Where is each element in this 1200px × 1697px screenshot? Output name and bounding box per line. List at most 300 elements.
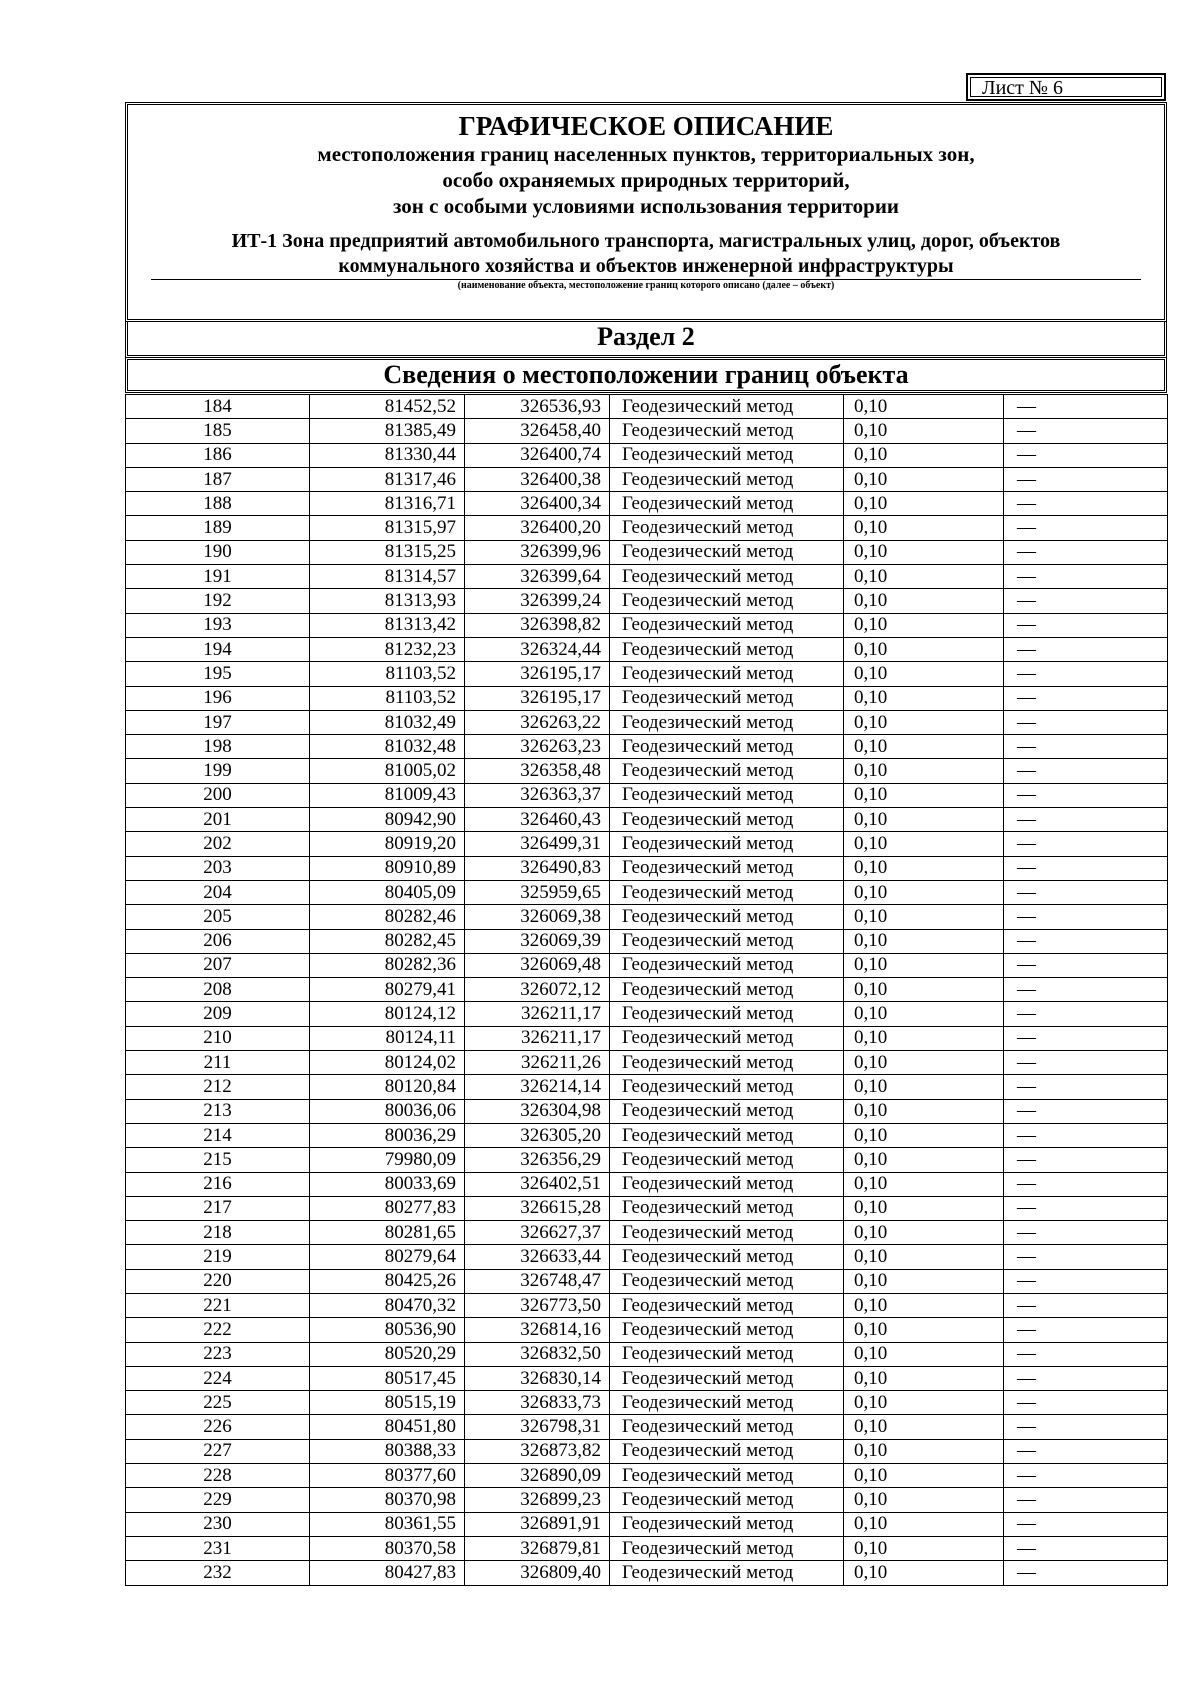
accuracy-cell: 0,10 (844, 1415, 1004, 1439)
y-coordinate-cell: 326214,14 (465, 1075, 610, 1099)
description-cell: — (1004, 395, 1168, 419)
y-coordinate-cell: 326633,44 (465, 1245, 610, 1269)
method-cell: Геодезический метод (610, 783, 844, 807)
description-cell: — (1004, 735, 1168, 759)
point-number-cell: 224 (126, 1366, 310, 1390)
point-number-cell: 221 (126, 1293, 310, 1317)
method-cell: Геодезический метод (610, 1075, 844, 1099)
description-cell: — (1004, 1439, 1168, 1463)
document-header (125, 102, 1167, 322)
y-coordinate-cell: 326072,12 (465, 978, 610, 1002)
method-cell: Геодезический метод (610, 1026, 844, 1050)
method-cell: Геодезический метод (610, 1196, 844, 1220)
table-row (126, 905, 1168, 929)
x-coordinate-cell: 81317,46 (310, 467, 465, 491)
description-cell: — (1004, 419, 1168, 443)
section-title: Раздел 2 (125, 322, 1167, 358)
x-coordinate-cell: 80279,64 (310, 1245, 465, 1269)
table-row (126, 1318, 1168, 1342)
y-coordinate-cell: 326400,20 (465, 516, 610, 540)
description-cell: — (1004, 1512, 1168, 1536)
x-coordinate-cell: 80279,41 (310, 978, 465, 1002)
y-coordinate-cell: 326798,31 (465, 1415, 610, 1439)
x-coordinate-cell: 80427,83 (310, 1561, 465, 1585)
method-cell: Геодезический метод (610, 1293, 844, 1317)
y-coordinate-cell: 326069,48 (465, 953, 610, 977)
table-row (126, 808, 1168, 832)
y-coordinate-cell: 326195,17 (465, 662, 610, 686)
table-row (126, 1075, 1168, 1099)
x-coordinate-cell: 79980,09 (310, 1148, 465, 1172)
x-coordinate-cell: 80282,45 (310, 929, 465, 953)
method-cell: Геодезический метод (610, 832, 844, 856)
y-coordinate-cell: 326069,38 (465, 905, 610, 929)
method-cell: Геодезический метод (610, 467, 844, 491)
accuracy-cell: 0,10 (844, 953, 1004, 977)
table-row (126, 1391, 1168, 1415)
accuracy-cell: 0,10 (844, 1002, 1004, 1026)
x-coordinate-cell: 80036,29 (310, 1123, 465, 1147)
method-cell: Геодезический метод (610, 1269, 844, 1293)
point-number-cell: 196 (126, 686, 310, 710)
y-coordinate-cell: 326615,28 (465, 1196, 610, 1220)
point-number-cell: 226 (126, 1415, 310, 1439)
table-row (126, 1293, 1168, 1317)
x-coordinate-cell: 81005,02 (310, 759, 465, 783)
y-coordinate-cell: 325959,65 (465, 880, 610, 904)
y-coordinate-cell: 326891,91 (465, 1512, 610, 1536)
x-coordinate-cell: 81316,71 (310, 492, 465, 516)
method-cell: Геодезический метод (610, 516, 844, 540)
x-coordinate-cell: 80361,55 (310, 1512, 465, 1536)
accuracy-cell: 0,10 (844, 1148, 1004, 1172)
y-coordinate-cell: 326211,17 (465, 1002, 610, 1026)
method-cell: Геодезический метод (610, 978, 844, 1002)
y-coordinate-cell: 326399,24 (465, 589, 610, 613)
table-row (126, 1221, 1168, 1245)
x-coordinate-cell: 81313,93 (310, 589, 465, 613)
description-cell: — (1004, 1221, 1168, 1245)
y-coordinate-cell: 326536,93 (465, 395, 610, 419)
method-cell: Геодезический метод (610, 1318, 844, 1342)
point-number-cell: 193 (126, 613, 310, 637)
subtitle-line-3: зон с особыми условиями использования территории (392, 194, 900, 218)
method-cell: Геодезический метод (610, 759, 844, 783)
method-cell: Геодезический метод (610, 1342, 844, 1366)
description-cell: — (1004, 540, 1168, 564)
y-coordinate-cell: 326304,98 (465, 1099, 610, 1123)
y-coordinate-cell: 326830,14 (465, 1366, 610, 1390)
table-row (126, 783, 1168, 807)
description-cell: — (1004, 1026, 1168, 1050)
description-cell: — (1004, 613, 1168, 637)
y-coordinate-cell: 326399,96 (465, 540, 610, 564)
table-row (126, 759, 1168, 783)
description-cell: — (1004, 1002, 1168, 1026)
description-cell: — (1004, 1464, 1168, 1488)
accuracy-cell: 0,10 (844, 443, 1004, 467)
y-coordinate-cell: 326398,82 (465, 613, 610, 637)
point-number-cell: 219 (126, 1245, 310, 1269)
method-cell: Геодезический метод (610, 395, 844, 419)
method-cell: Геодезический метод (610, 492, 844, 516)
method-cell: Геодезический метод (610, 1391, 844, 1415)
method-cell: Геодезический метод (610, 565, 844, 589)
x-coordinate-cell: 81385,49 (310, 419, 465, 443)
y-coordinate-cell: 326400,38 (465, 467, 610, 491)
table-row (126, 637, 1168, 661)
accuracy-cell: 0,10 (844, 1342, 1004, 1366)
accuracy-cell: 0,10 (844, 467, 1004, 491)
point-number-cell: 231 (126, 1536, 310, 1560)
accuracy-cell: 0,10 (844, 1172, 1004, 1196)
accuracy-cell: 0,10 (844, 1099, 1004, 1123)
table-row (126, 1269, 1168, 1293)
point-number-cell: 207 (126, 953, 310, 977)
y-coordinate-cell: 326890,09 (465, 1464, 610, 1488)
point-number-cell: 197 (126, 710, 310, 734)
accuracy-cell: 0,10 (844, 1488, 1004, 1512)
accuracy-cell: 0,10 (844, 589, 1004, 613)
method-cell: Геодезический метод (610, 1221, 844, 1245)
table-row (126, 1148, 1168, 1172)
method-cell: Геодезический метод (610, 1488, 844, 1512)
table-row (126, 880, 1168, 904)
x-coordinate-cell: 81330,44 (310, 443, 465, 467)
x-coordinate-cell: 80277,83 (310, 1196, 465, 1220)
y-coordinate-cell: 326814,16 (465, 1318, 610, 1342)
y-coordinate-cell: 326399,64 (465, 565, 610, 589)
x-coordinate-cell: 80942,90 (310, 808, 465, 832)
point-number-cell: 186 (126, 443, 310, 467)
description-cell: — (1004, 1123, 1168, 1147)
y-coordinate-cell: 326460,43 (465, 808, 610, 832)
point-number-cell: 218 (126, 1221, 310, 1245)
point-number-cell: 195 (126, 662, 310, 686)
x-coordinate-cell: 80515,19 (310, 1391, 465, 1415)
y-coordinate-cell: 326263,23 (465, 735, 610, 759)
method-cell: Геодезический метод (610, 1366, 844, 1390)
x-coordinate-cell: 80370,58 (310, 1536, 465, 1560)
sheet-number: Лист № 6 (966, 73, 1166, 101)
accuracy-cell: 0,10 (844, 492, 1004, 516)
point-number-cell: 203 (126, 856, 310, 880)
accuracy-cell: 0,10 (844, 1196, 1004, 1220)
point-number-cell: 202 (126, 832, 310, 856)
point-number-cell: 230 (126, 1512, 310, 1536)
accuracy-cell: 0,10 (844, 929, 1004, 953)
y-coordinate-cell: 326627,37 (465, 1221, 610, 1245)
table-row (126, 1342, 1168, 1366)
description-cell: — (1004, 492, 1168, 516)
table-row (126, 1366, 1168, 1390)
y-coordinate-cell: 326832,50 (465, 1342, 610, 1366)
y-coordinate-cell: 326499,31 (465, 832, 610, 856)
method-cell: Геодезический метод (610, 419, 844, 443)
method-cell: Геодезический метод (610, 953, 844, 977)
x-coordinate-cell: 81315,97 (310, 516, 465, 540)
accuracy-cell: 0,10 (844, 1221, 1004, 1245)
y-coordinate-cell: 326400,74 (465, 443, 610, 467)
y-coordinate-cell: 326490,83 (465, 856, 610, 880)
point-number-cell: 225 (126, 1391, 310, 1415)
description-cell: — (1004, 1536, 1168, 1560)
description-cell: — (1004, 662, 1168, 686)
point-number-cell: 214 (126, 1123, 310, 1147)
accuracy-cell: 0,10 (844, 905, 1004, 929)
accuracy-cell: 0,10 (844, 565, 1004, 589)
point-number-cell: 213 (126, 1099, 310, 1123)
accuracy-cell: 0,10 (844, 978, 1004, 1002)
method-cell: Геодезический метод (610, 808, 844, 832)
table-row (126, 1415, 1168, 1439)
description-cell: — (1004, 1342, 1168, 1366)
description-cell: — (1004, 1172, 1168, 1196)
x-coordinate-cell: 80124,12 (310, 1002, 465, 1026)
x-coordinate-cell: 80451,80 (310, 1415, 465, 1439)
point-number-cell: 216 (126, 1172, 310, 1196)
table-row (126, 1002, 1168, 1026)
description-cell: — (1004, 808, 1168, 832)
table-row (126, 1051, 1168, 1075)
point-number-cell: 205 (126, 905, 310, 929)
description-cell: — (1004, 1293, 1168, 1317)
x-coordinate-cell: 80388,33 (310, 1439, 465, 1463)
y-coordinate-cell: 326879,81 (465, 1536, 610, 1560)
point-number-cell: 215 (126, 1148, 310, 1172)
y-coordinate-cell: 326356,29 (465, 1148, 610, 1172)
accuracy-cell: 0,10 (844, 662, 1004, 686)
x-coordinate-cell: 81452,52 (310, 395, 465, 419)
table-row (126, 1099, 1168, 1123)
x-coordinate-cell: 80281,65 (310, 1221, 465, 1245)
point-number-cell: 228 (126, 1464, 310, 1488)
accuracy-cell: 0,10 (844, 1391, 1004, 1415)
description-cell: — (1004, 1099, 1168, 1123)
point-number-cell: 199 (126, 759, 310, 783)
document-title: ГРАФИЧЕСКОЕ ОПИСАНИЕ (458, 111, 834, 141)
table-row (126, 1245, 1168, 1269)
x-coordinate-cell: 80120,84 (310, 1075, 465, 1099)
accuracy-cell: 0,10 (844, 1075, 1004, 1099)
x-coordinate-cell: 80282,36 (310, 953, 465, 977)
method-cell: Геодезический метод (610, 1148, 844, 1172)
method-cell: Геодезический метод (610, 1415, 844, 1439)
section-subtitle: Сведения о местоположении границ объекта (125, 357, 1167, 393)
method-cell: Геодезический метод (610, 1464, 844, 1488)
point-number-cell: 200 (126, 783, 310, 807)
x-coordinate-cell: 81315,25 (310, 540, 465, 564)
method-cell: Геодезический метод (610, 1099, 844, 1123)
accuracy-cell: 0,10 (844, 637, 1004, 661)
accuracy-cell: 0,10 (844, 1464, 1004, 1488)
x-coordinate-cell: 81103,52 (310, 686, 465, 710)
x-coordinate-cell: 81232,23 (310, 637, 465, 661)
x-coordinate-cell: 80370,98 (310, 1488, 465, 1512)
table-row (126, 710, 1168, 734)
point-number-cell: 204 (126, 880, 310, 904)
y-coordinate-cell: 326363,37 (465, 783, 610, 807)
point-number-cell: 229 (126, 1488, 310, 1512)
description-cell: — (1004, 978, 1168, 1002)
point-number-cell: 220 (126, 1269, 310, 1293)
description-cell: — (1004, 783, 1168, 807)
accuracy-cell: 0,10 (844, 686, 1004, 710)
y-coordinate-cell: 326458,40 (465, 419, 610, 443)
x-coordinate-cell: 81009,43 (310, 783, 465, 807)
y-coordinate-cell: 326305,20 (465, 1123, 610, 1147)
y-coordinate-cell: 326324,44 (465, 637, 610, 661)
x-coordinate-cell: 81313,42 (310, 613, 465, 637)
x-coordinate-cell: 80517,45 (310, 1366, 465, 1390)
x-coordinate-cell: 81314,57 (310, 565, 465, 589)
y-coordinate-cell: 326211,17 (465, 1026, 610, 1050)
table-row (126, 686, 1168, 710)
point-number-cell: 208 (126, 978, 310, 1002)
method-cell: Геодезический метод (610, 710, 844, 734)
x-coordinate-cell: 80536,90 (310, 1318, 465, 1342)
table-row (126, 492, 1168, 516)
accuracy-cell: 0,10 (844, 1245, 1004, 1269)
accuracy-cell: 0,10 (844, 1026, 1004, 1050)
method-cell: Геодезический метод (610, 1536, 844, 1560)
method-cell: Геодезический метод (610, 856, 844, 880)
method-cell: Геодезический метод (610, 735, 844, 759)
accuracy-cell: 0,10 (844, 419, 1004, 443)
x-coordinate-cell: 80036,06 (310, 1099, 465, 1123)
table-row (126, 1536, 1168, 1560)
point-number-cell: 232 (126, 1561, 310, 1585)
table-row (126, 467, 1168, 491)
point-number-cell: 223 (126, 1342, 310, 1366)
point-number-cell: 191 (126, 565, 310, 589)
table-row (126, 589, 1168, 613)
description-cell: — (1004, 929, 1168, 953)
description-cell: — (1004, 516, 1168, 540)
accuracy-cell: 0,10 (844, 832, 1004, 856)
x-coordinate-cell: 81103,52 (310, 662, 465, 686)
x-coordinate-cell: 81032,49 (310, 710, 465, 734)
y-coordinate-cell: 326069,39 (465, 929, 610, 953)
y-coordinate-cell: 326402,51 (465, 1172, 610, 1196)
subtitle-line-2: особо охраняемых природных территорий, (442, 168, 850, 192)
y-coordinate-cell: 326833,73 (465, 1391, 610, 1415)
table-row (126, 662, 1168, 686)
method-cell: Геодезический метод (610, 1172, 844, 1196)
y-coordinate-cell: 326873,82 (465, 1439, 610, 1463)
table-row (126, 1439, 1168, 1463)
y-coordinate-cell: 326211,26 (465, 1051, 610, 1075)
description-cell: — (1004, 1318, 1168, 1342)
description-cell: — (1004, 467, 1168, 491)
point-number-cell: 194 (126, 637, 310, 661)
x-coordinate-cell: 81032,48 (310, 735, 465, 759)
point-number-cell: 190 (126, 540, 310, 564)
object-name-line-1: ИТ-1 Зона предприятий автомобильного транспорта, магистральных улиц, дорог, объектов (231, 230, 1061, 252)
table-row (126, 565, 1168, 589)
table-row (126, 443, 1168, 467)
table-row (126, 540, 1168, 564)
table-row (126, 978, 1168, 1002)
description-cell: — (1004, 1245, 1168, 1269)
description-cell: — (1004, 710, 1168, 734)
description-cell: — (1004, 880, 1168, 904)
method-cell: Геодезический метод (610, 443, 844, 467)
y-coordinate-cell: 326748,47 (465, 1269, 610, 1293)
accuracy-cell: 0,10 (844, 710, 1004, 734)
accuracy-cell: 0,10 (844, 1536, 1004, 1560)
description-cell: — (1004, 1561, 1168, 1585)
method-cell: Геодезический метод (610, 1561, 844, 1585)
table-row (126, 832, 1168, 856)
method-cell: Геодезический метод (610, 613, 844, 637)
table-row (126, 1123, 1168, 1147)
method-cell: Геодезический метод (610, 880, 844, 904)
method-cell: Геодезический метод (610, 1439, 844, 1463)
point-number-cell: 184 (126, 395, 310, 419)
method-cell: Геодезический метод (610, 686, 844, 710)
accuracy-cell: 0,10 (844, 540, 1004, 564)
method-cell: Геодезический метод (610, 929, 844, 953)
accuracy-cell: 0,10 (844, 395, 1004, 419)
method-cell: Геодезический метод (610, 637, 844, 661)
object-name-line-2: коммунального хозяйства и объектов инженерной инфраструктуры (338, 255, 954, 277)
description-cell: — (1004, 759, 1168, 783)
x-coordinate-cell: 80919,20 (310, 832, 465, 856)
table-row (126, 1512, 1168, 1536)
description-cell: — (1004, 443, 1168, 467)
x-coordinate-cell: 80405,09 (310, 880, 465, 904)
accuracy-cell: 0,10 (844, 1561, 1004, 1585)
table-row (126, 1172, 1168, 1196)
x-coordinate-cell: 80033,69 (310, 1172, 465, 1196)
point-number-cell: 222 (126, 1318, 310, 1342)
description-cell: — (1004, 637, 1168, 661)
point-number-cell: 201 (126, 808, 310, 832)
x-coordinate-cell: 80124,02 (310, 1051, 465, 1075)
table-row (126, 1196, 1168, 1220)
method-cell: Геодезический метод (610, 540, 844, 564)
y-coordinate-cell: 326358,48 (465, 759, 610, 783)
object-caption: (наименование объекта, местоположение границ которого описано (далее – объект) (457, 280, 835, 291)
point-number-cell: 211 (126, 1051, 310, 1075)
description-cell: — (1004, 686, 1168, 710)
accuracy-cell: 0,10 (844, 1051, 1004, 1075)
table-row (126, 419, 1168, 443)
point-number-cell: 187 (126, 467, 310, 491)
method-cell: Геодезический метод (610, 1002, 844, 1026)
y-coordinate-cell: 326899,23 (465, 1488, 610, 1512)
description-cell: — (1004, 1391, 1168, 1415)
description-cell: — (1004, 905, 1168, 929)
method-cell: Геодезический метод (610, 1245, 844, 1269)
description-cell: — (1004, 1196, 1168, 1220)
method-cell: Геодезический метод (610, 662, 844, 686)
table-row (126, 929, 1168, 953)
coordinates-table (125, 394, 1168, 1586)
description-cell: — (1004, 1075, 1168, 1099)
description-cell: — (1004, 953, 1168, 977)
description-cell: — (1004, 1488, 1168, 1512)
subtitle-line-1: местоположения границ населенных пунктов, территориальных зон, (317, 142, 975, 166)
point-number-cell: 212 (126, 1075, 310, 1099)
point-number-cell: 217 (126, 1196, 310, 1220)
description-cell: — (1004, 832, 1168, 856)
x-coordinate-cell: 80470,32 (310, 1293, 465, 1317)
point-number-cell: 210 (126, 1026, 310, 1050)
accuracy-cell: 0,10 (844, 1512, 1004, 1536)
description-cell: — (1004, 589, 1168, 613)
